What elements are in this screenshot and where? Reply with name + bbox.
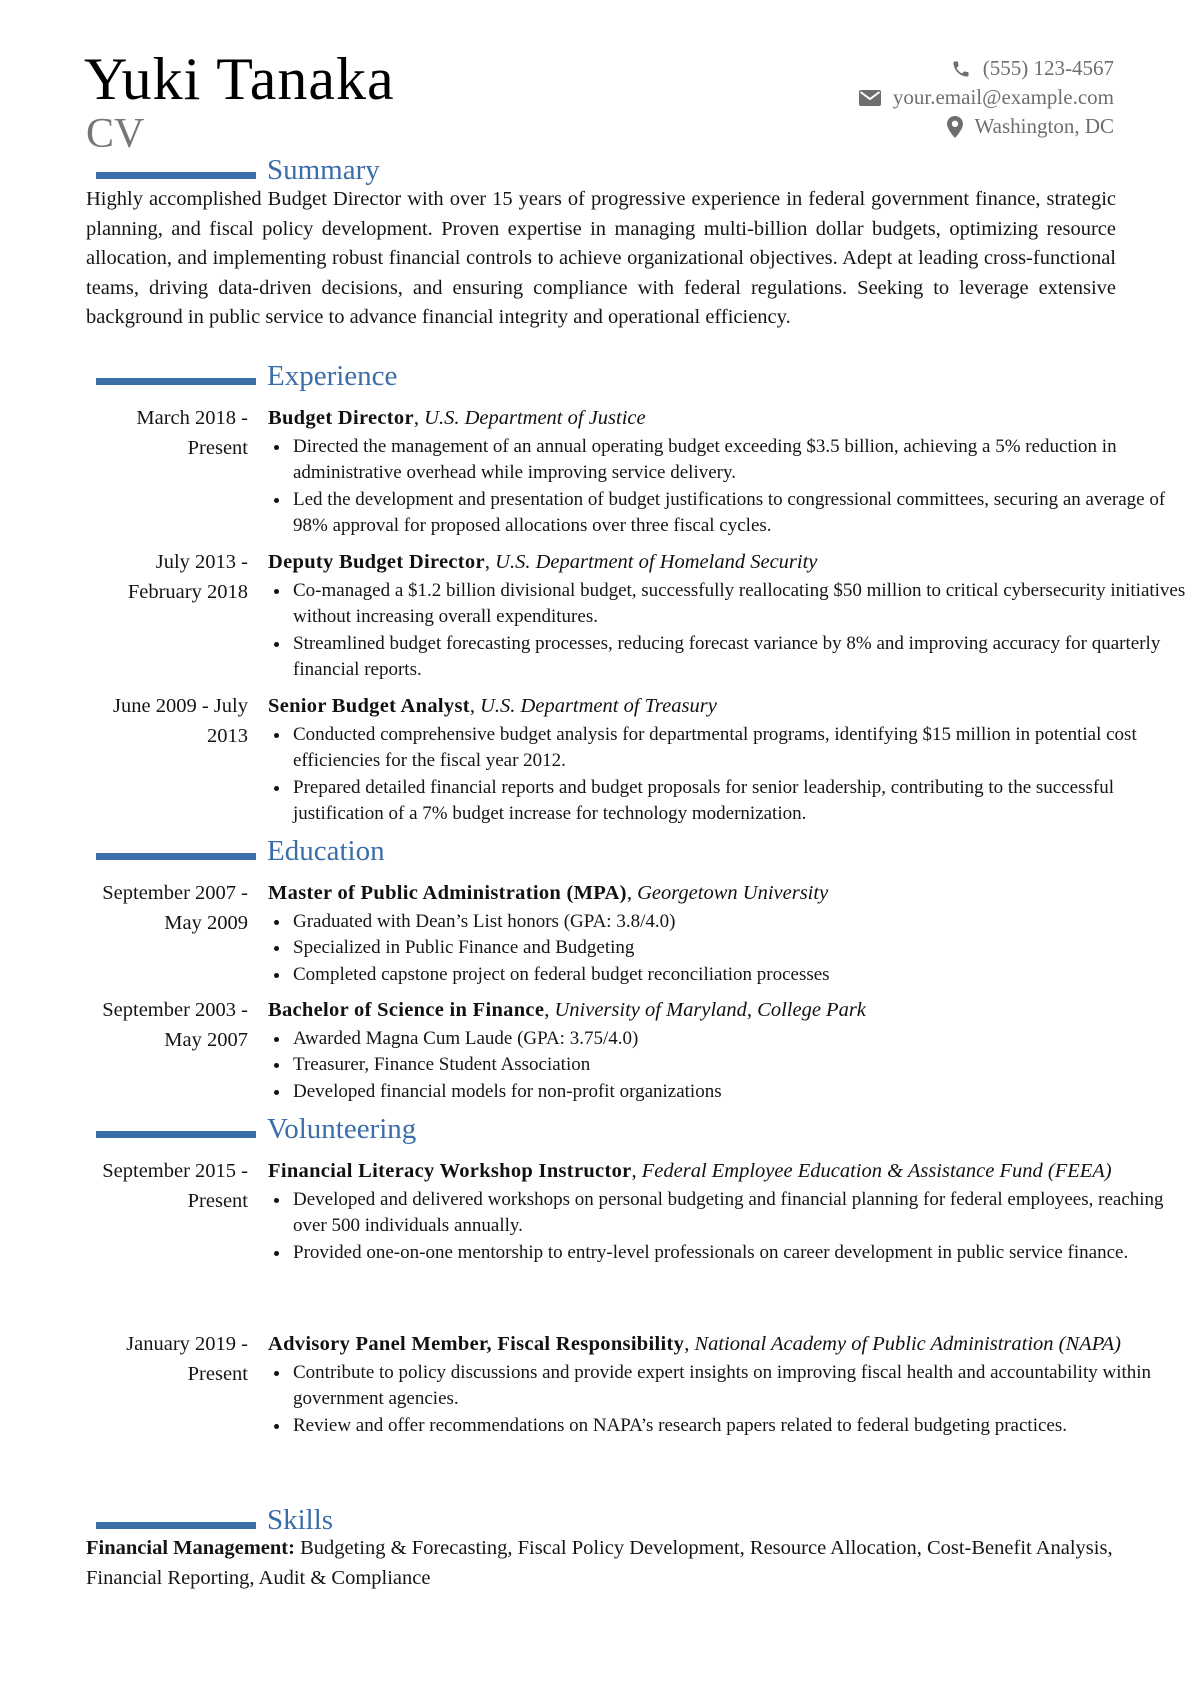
section-accent-bar [96, 378, 256, 385]
entry-heading: Deputy Budget Director, U.S. Department of Homeland Security [268, 551, 818, 573]
entry-bullets [268, 1187, 1188, 1267]
entry-organization: Federal Employee Education & Assistance Fund (FEEA) [641, 1160, 1112, 1182]
bullet-item: Provided one-on-one mentorship to entry-level professionals on career development in public service finance. [268, 1240, 1188, 1267]
entry-bullets [268, 1026, 1188, 1106]
entry-bullets [268, 1360, 1188, 1440]
bullet-icon [274, 498, 279, 503]
entry-organization: U.S. Department of Justice [424, 407, 646, 429]
entry-date: January 2019 - Present [126, 1333, 248, 1385]
bullet-item: Awarded Magna Cum Laude (GPA: 3.75/4.0) [268, 1026, 1188, 1053]
map-pin-icon [947, 116, 963, 138]
skills-category: Financial Management: [86, 1537, 295, 1559]
bullet-icon [274, 1424, 279, 1429]
entry-heading: Advisory Panel Member, Fiscal Responsibility, National Academy of Public Administration (NAPA) [268, 1333, 1121, 1355]
entry-bullets [268, 909, 1188, 989]
bullet-item: Completed capstone project on federal budget reconciliation processes [268, 962, 1188, 989]
section-heading-education [96, 835, 996, 873]
bullet-item: Treasurer, Finance Student Association [268, 1052, 1188, 1079]
bullet-icon [274, 920, 279, 925]
entry-title: Advisory Panel Member, Fiscal Responsibility [268, 1333, 685, 1355]
entry-heading: Budget Director, U.S. Department of Justice [268, 407, 646, 429]
entry-organization: Georgetown University [637, 882, 829, 904]
section-heading-volunteering [96, 1113, 996, 1151]
bullet-icon [274, 946, 279, 951]
entry-organization: University of Maryland, College Park [554, 999, 866, 1021]
bullet-item: Graduated with Dean’s List honors (GPA: 3.8/4.0) [268, 909, 1188, 936]
bullet-icon [274, 642, 279, 647]
entry-heading: Master of Public Administration (MPA), Georgetown University [268, 882, 829, 904]
bullet-item: Review and offer recommendations on NAPA’s research papers related to federal budgeting practices. [268, 1413, 1188, 1440]
section-title: Skills [267, 1504, 334, 1536]
section-accent-bar [96, 853, 256, 860]
entry-title: Deputy Budget Director [268, 551, 485, 573]
entry-date: June 2009 - July 2013 [113, 695, 248, 747]
section-title: Volunteering [267, 1113, 417, 1145]
entry-title: Bachelor of Science in Finance [268, 999, 545, 1021]
bullet-icon [274, 1037, 279, 1042]
section-accent-bar [96, 1131, 256, 1138]
entry-date: September 2015 - Present [102, 1160, 248, 1212]
entry-title: Financial Literacy Workshop Instructor [268, 1160, 632, 1182]
entry-title: Master of Public Administration (MPA) [268, 882, 627, 904]
entry-heading: Bachelor of Science in Finance, University of Maryland, College Park [268, 999, 866, 1021]
bullet-item: Conducted comprehensive budget analysis for departmental programs, identifying $15 million in potential cost efficiencies for the fiscal year 2012. [268, 722, 1188, 775]
contact-location [859, 112, 1114, 141]
bullet-item: Co-managed a $1.2 billion divisional budget, successfully reallocating $50 million to critical cybersecurity initiatives without increasing overall expenditures. [268, 578, 1188, 631]
bullet-item: Contribute to policy discussions and provide expert insights on improving fiscal health and accountability within government agencies. [268, 1360, 1188, 1413]
skills-items: Budgeting & Forecasting, Fiscal Policy Development, Resource Allocation, Cost-Benefit Analysis, Financial Reporting, Audit & Compliance [86, 1537, 1113, 1589]
section-title: Summary [267, 154, 380, 186]
entry-title: Budget Director [268, 407, 414, 429]
bullet-icon [274, 1090, 279, 1095]
entry-organization: U.S. Department of Treasury [480, 695, 717, 717]
bullet-item: Specialized in Public Finance and Budgeting [268, 935, 1188, 962]
bullet-item: Led the development and presentation of budget justifications to congressional committees, securing an average of 98% approval for proposed allocations over three fiscal cycles. [268, 487, 1188, 540]
bullet-icon [274, 445, 279, 450]
bullet-icon [274, 733, 279, 738]
section-accent-bar [96, 1522, 256, 1529]
bullet-icon [274, 1063, 279, 1068]
entry-bullets [268, 722, 1188, 828]
section-heading-experience [96, 360, 996, 398]
entry-title: Senior Budget Analyst [268, 695, 470, 717]
section-accent-bar [96, 172, 256, 179]
bullet-item: Directed the management of an annual operating budget exceeding $3.5 billion, achieving a 5% reduction in administrative overhead while improving service delivery. [268, 434, 1188, 487]
entry-date: September 2007 - May 2009 [102, 882, 248, 934]
contact-email [859, 83, 1114, 112]
bullet-item: Streamlined budget forecasting processes, reducing forecast variance by 8% and improving accuracy for quarterly financial reports. [268, 631, 1188, 684]
bullet-icon [274, 1198, 279, 1203]
bullet-icon [274, 589, 279, 594]
contact-phone [859, 54, 1114, 83]
bullet-item: Prepared detailed financial reports and budget proposals for senior leadership, contributing to the successful justification of a 7% budget increase for technology modernization. [268, 775, 1188, 828]
section-title: Education [267, 835, 385, 867]
bullet-item: Developed and delivered workshops on personal budgeting and financial planning for federal employees, reaching over 500 individuals annually. [268, 1187, 1188, 1240]
summary-text: Highly accomplished Budget Director with over 15 years of progressive experience in federal government finance, strategic planning, and fiscal policy development. Proven expertise in managing multi-billion dollar budgets, optimizing resource allocation, and implementing robust financial controls to achieve organizational objectives. Adept at leading cross-functional teams, driving data-driven decisions, and ensuring compliance with federal regulations. Seeking to leverage extensive background in public service to advance financial integrity and operational efficiency. [86, 188, 1116, 329]
entry-organization: U.S. Department of Homeland Security [495, 551, 818, 573]
entry-date: July 2013 - February 2018 [127, 551, 248, 603]
entry-organization: National Academy of Public Administration (NAPA) [694, 1333, 1121, 1355]
contact-block [859, 54, 1114, 141]
document-subtitle: CV [86, 111, 145, 157]
entry-bullets [268, 434, 1188, 540]
entry-heading: Senior Budget Analyst, U.S. Department of Treasury [268, 695, 717, 717]
bullet-icon [274, 1371, 279, 1376]
envelope-icon [859, 90, 881, 106]
bullet-icon [274, 786, 279, 791]
phone-text[interactable]: (555) 123-4567 [982, 56, 1114, 80]
entry-bullets [268, 578, 1188, 684]
skills-line [86, 1534, 1116, 1593]
entry-heading: Financial Literacy Workshop Instructor, Federal Employee Education & Assistance Fund (FEEA) [268, 1160, 1112, 1182]
email-link[interactable]: your.email@example.com [892, 85, 1114, 109]
location-text: Washington, DC [974, 114, 1114, 138]
bullet-icon [274, 1251, 279, 1256]
entry-date: March 2018 - Present [136, 407, 248, 459]
candidate-name: Yuki Tanaka [84, 46, 395, 112]
entry-date: September 2003 - May 2007 [102, 999, 248, 1051]
bullet-item: Developed financial models for non-profit organizations [268, 1079, 1188, 1106]
section-title: Experience [267, 360, 398, 392]
bullet-icon [274, 973, 279, 978]
phone-icon [951, 59, 971, 79]
